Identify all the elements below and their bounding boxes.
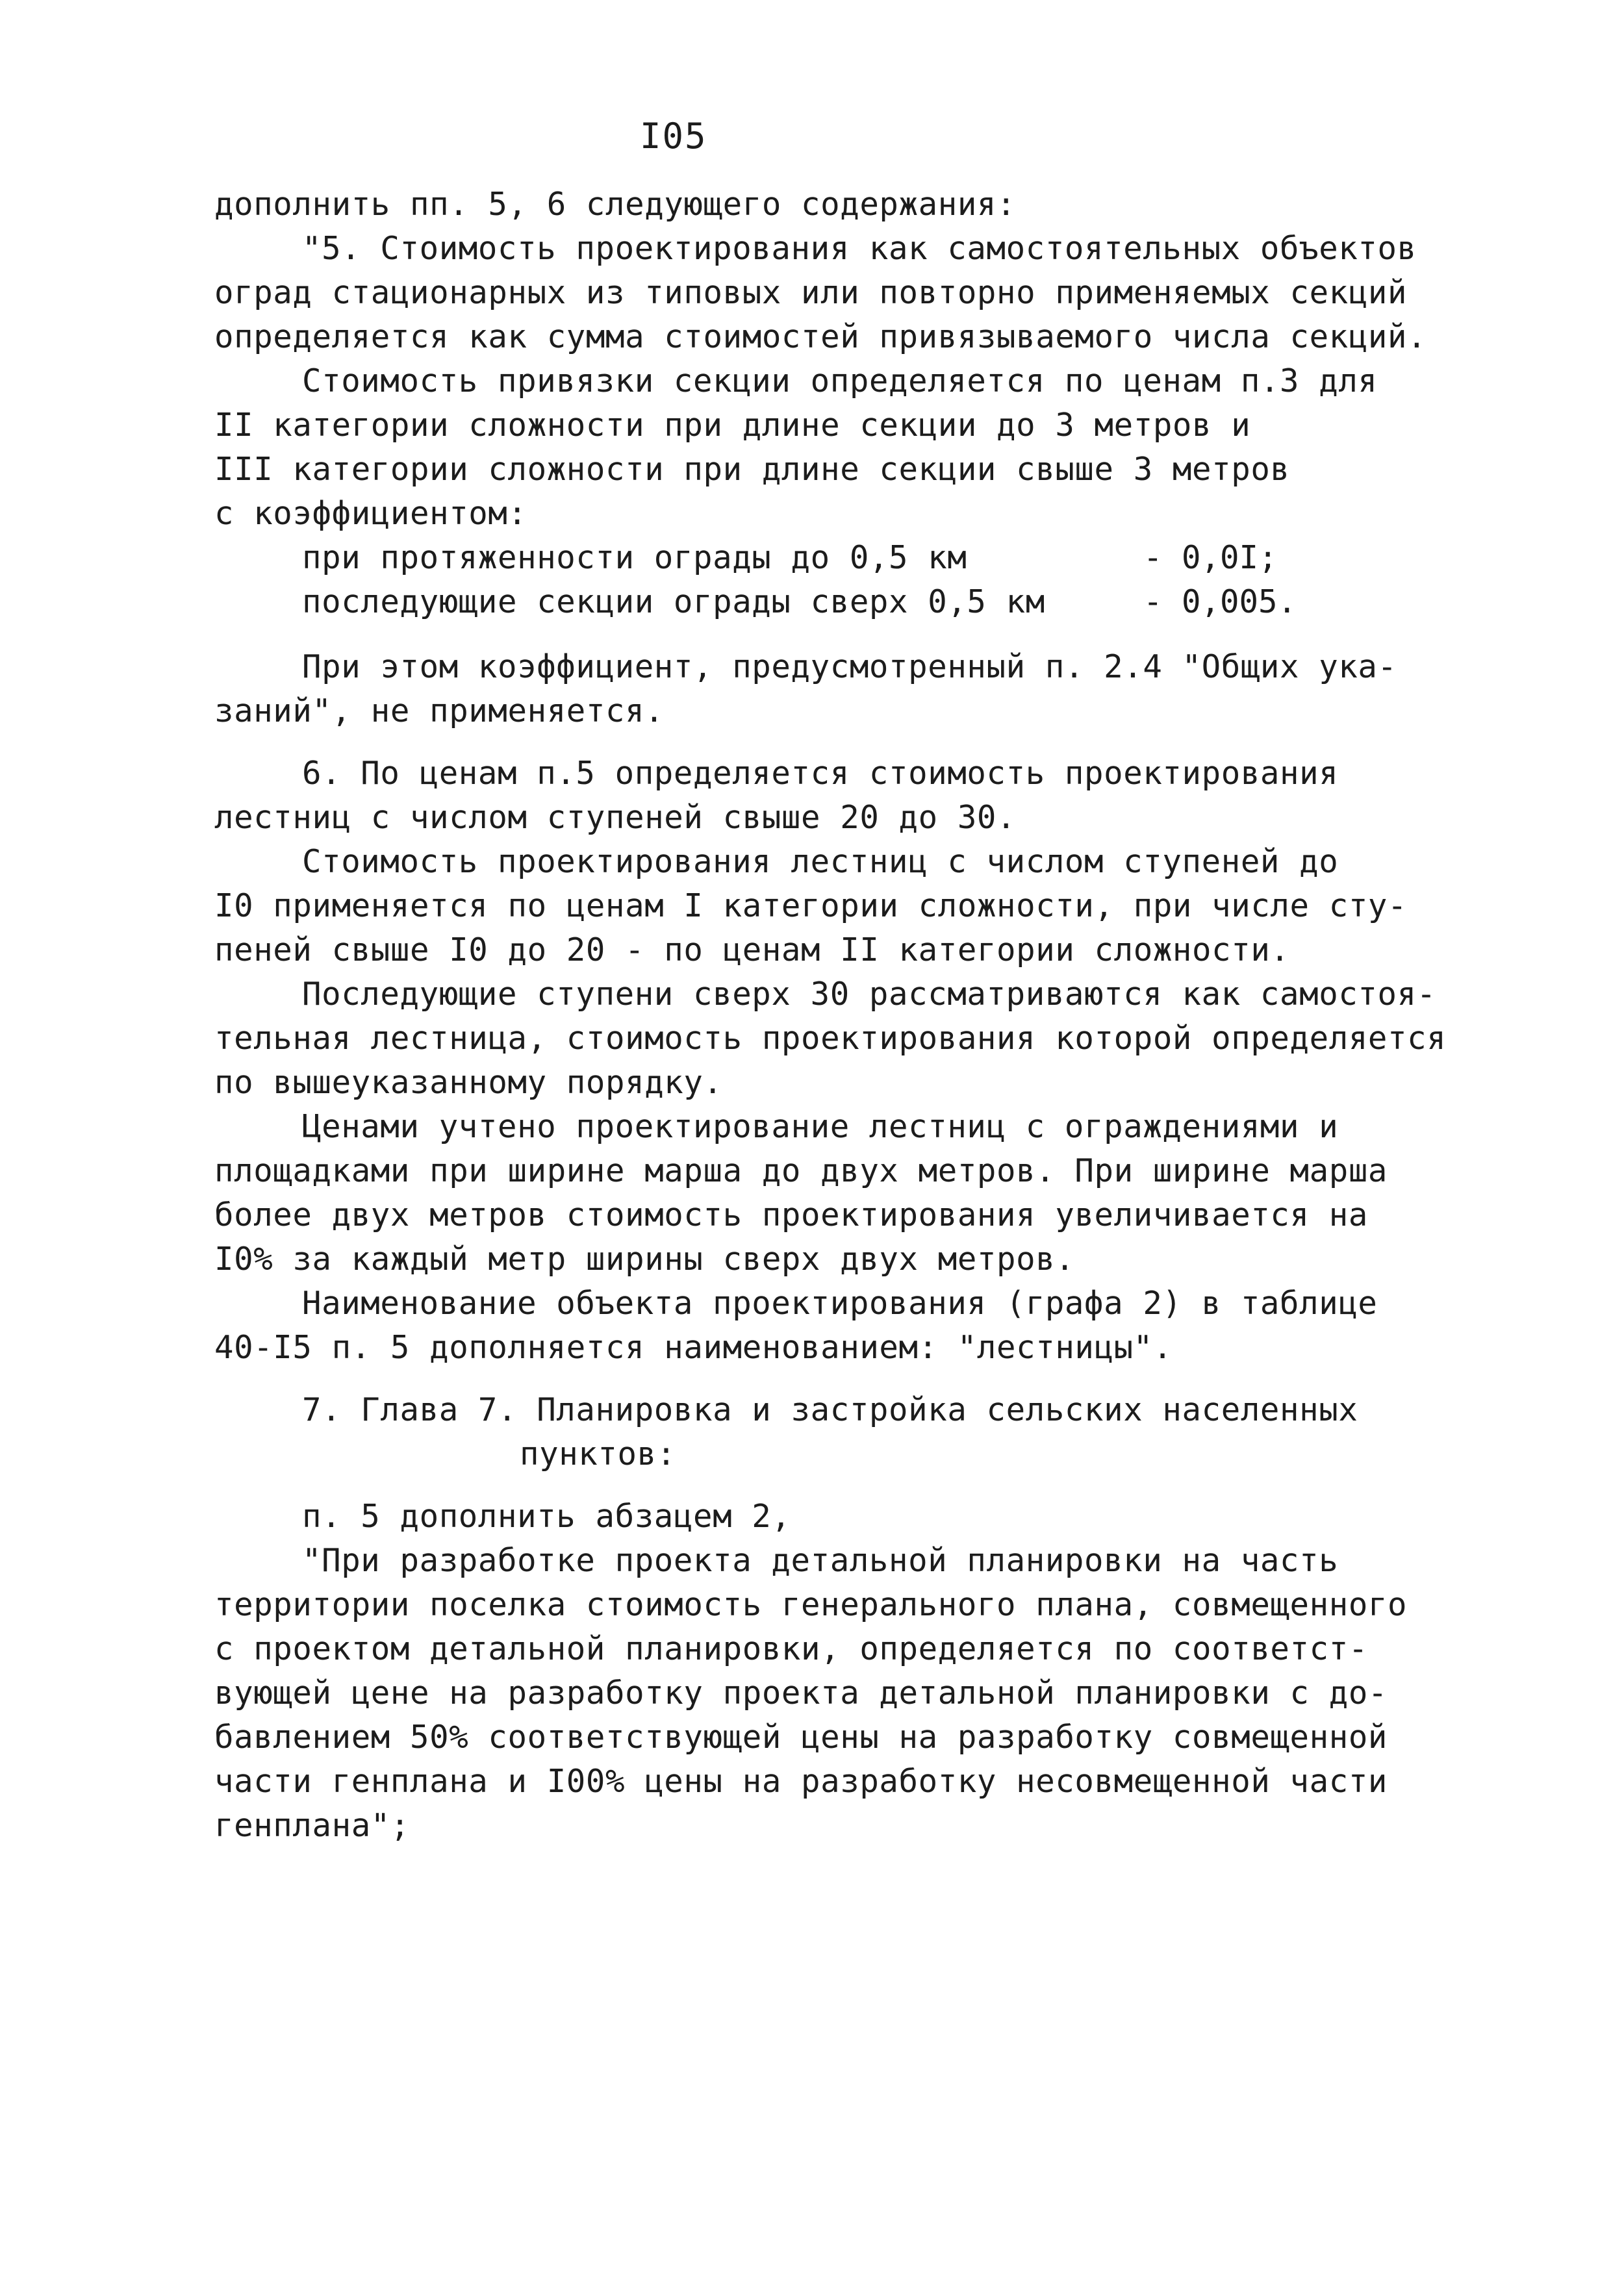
text-line: I0% за каждый метр ширины сверх двух метров. xyxy=(214,1241,1075,1278)
text-line: более двух метров стоимость проектирования увеличивается на xyxy=(214,1196,1368,1233)
text-line: Наименование объекта проектирования (графа 2) в таблице xyxy=(302,1285,1378,1322)
text-line: площадками при ширине марша до двух метров. При ширине марша xyxy=(214,1152,1388,1189)
text-line: с коэффициентом: xyxy=(214,495,527,532)
text-line: вующей цене на разработку проекта детальной планировки с до- xyxy=(214,1674,1388,1712)
section-heading: 7. Глава 7. Планировка и застройка сельских населенных xyxy=(302,1391,1358,1428)
text-line: определяется как сумма стоимостей привязываемого числа секций. xyxy=(214,318,1427,355)
text-line: лестниц с числом ступеней свыше 20 до 30. xyxy=(214,799,1017,836)
coefficient-value: - 0,0I; xyxy=(1143,539,1278,576)
text-line: 6. По ценам п.5 определяется стоимость проектирования xyxy=(302,755,1339,792)
text-line: дополнить пп. 5, 6 следующего содержания: xyxy=(214,186,1017,223)
page-number: I05 xyxy=(640,116,707,157)
text-line: бавлением 50% соответствующей цены на разработку совмещенной xyxy=(214,1719,1388,1756)
text-line: 40-I5 п. 5 дополняется наименованием: "лестницы". xyxy=(214,1329,1173,1366)
text-line: II категории сложности при длине секции до 3 метров и xyxy=(214,407,1251,444)
text-line: по вышеуказанному порядку. xyxy=(214,1064,723,1101)
text-line: "При разработке проекта детальной планировки на часть xyxy=(302,1542,1339,1579)
text-line: п. 5 дополнить абзацем 2, xyxy=(302,1498,791,1535)
text-line: При этом коэффициент, предусмотренный п. 2.4 "Общих ука- xyxy=(302,648,1397,685)
coefficient-value: - 0,005. xyxy=(1143,583,1297,620)
text-line: с проектом детальной планировки, определяется по соответст- xyxy=(214,1630,1368,1667)
text-line: оград стационарных из типовых или повторно применяемых секций xyxy=(214,274,1408,311)
text-line: III категории сложности при длине секции свыше 3 метров xyxy=(214,451,1290,488)
text-line: тельная лестница, стоимость проектирования которой определяется xyxy=(214,1020,1447,1057)
text-line: территории поселка стоимость генерального плана, совмещенного xyxy=(214,1586,1408,1623)
coefficient-label: последующие секции ограды сверх 0,5 км xyxy=(302,583,1045,620)
coefficient-label: при протяженности ограды до 0,5 км xyxy=(302,539,967,576)
text-line: Ценами учтено проектирование лестниц с ограждениями и xyxy=(302,1108,1339,1145)
text-line: I0 применяется по ценам I категории сложности, при числе сту- xyxy=(214,887,1408,924)
text-line: пеней свыше I0 до 20 - по ценам II категории сложности. xyxy=(214,931,1290,968)
text-line: Стоимость привязки секции определяется по ценам п.3 для xyxy=(302,362,1378,399)
text-line: Стоимость проектирования лестниц с числом ступеней до xyxy=(302,843,1339,880)
section-heading: пунктов: xyxy=(520,1435,676,1472)
text-line: генплана"; xyxy=(214,1807,411,1844)
text-line: Последующие ступени сверх 30 рассматриваются как самостоя- xyxy=(302,976,1436,1013)
text-line: заний", не применяется. xyxy=(214,692,665,729)
text-line: "5. Стоимость проектирования как самостоятельных объектов xyxy=(302,230,1417,267)
text-line: части генплана и I00% цены на разработку несовмещенной части xyxy=(214,1763,1388,1800)
